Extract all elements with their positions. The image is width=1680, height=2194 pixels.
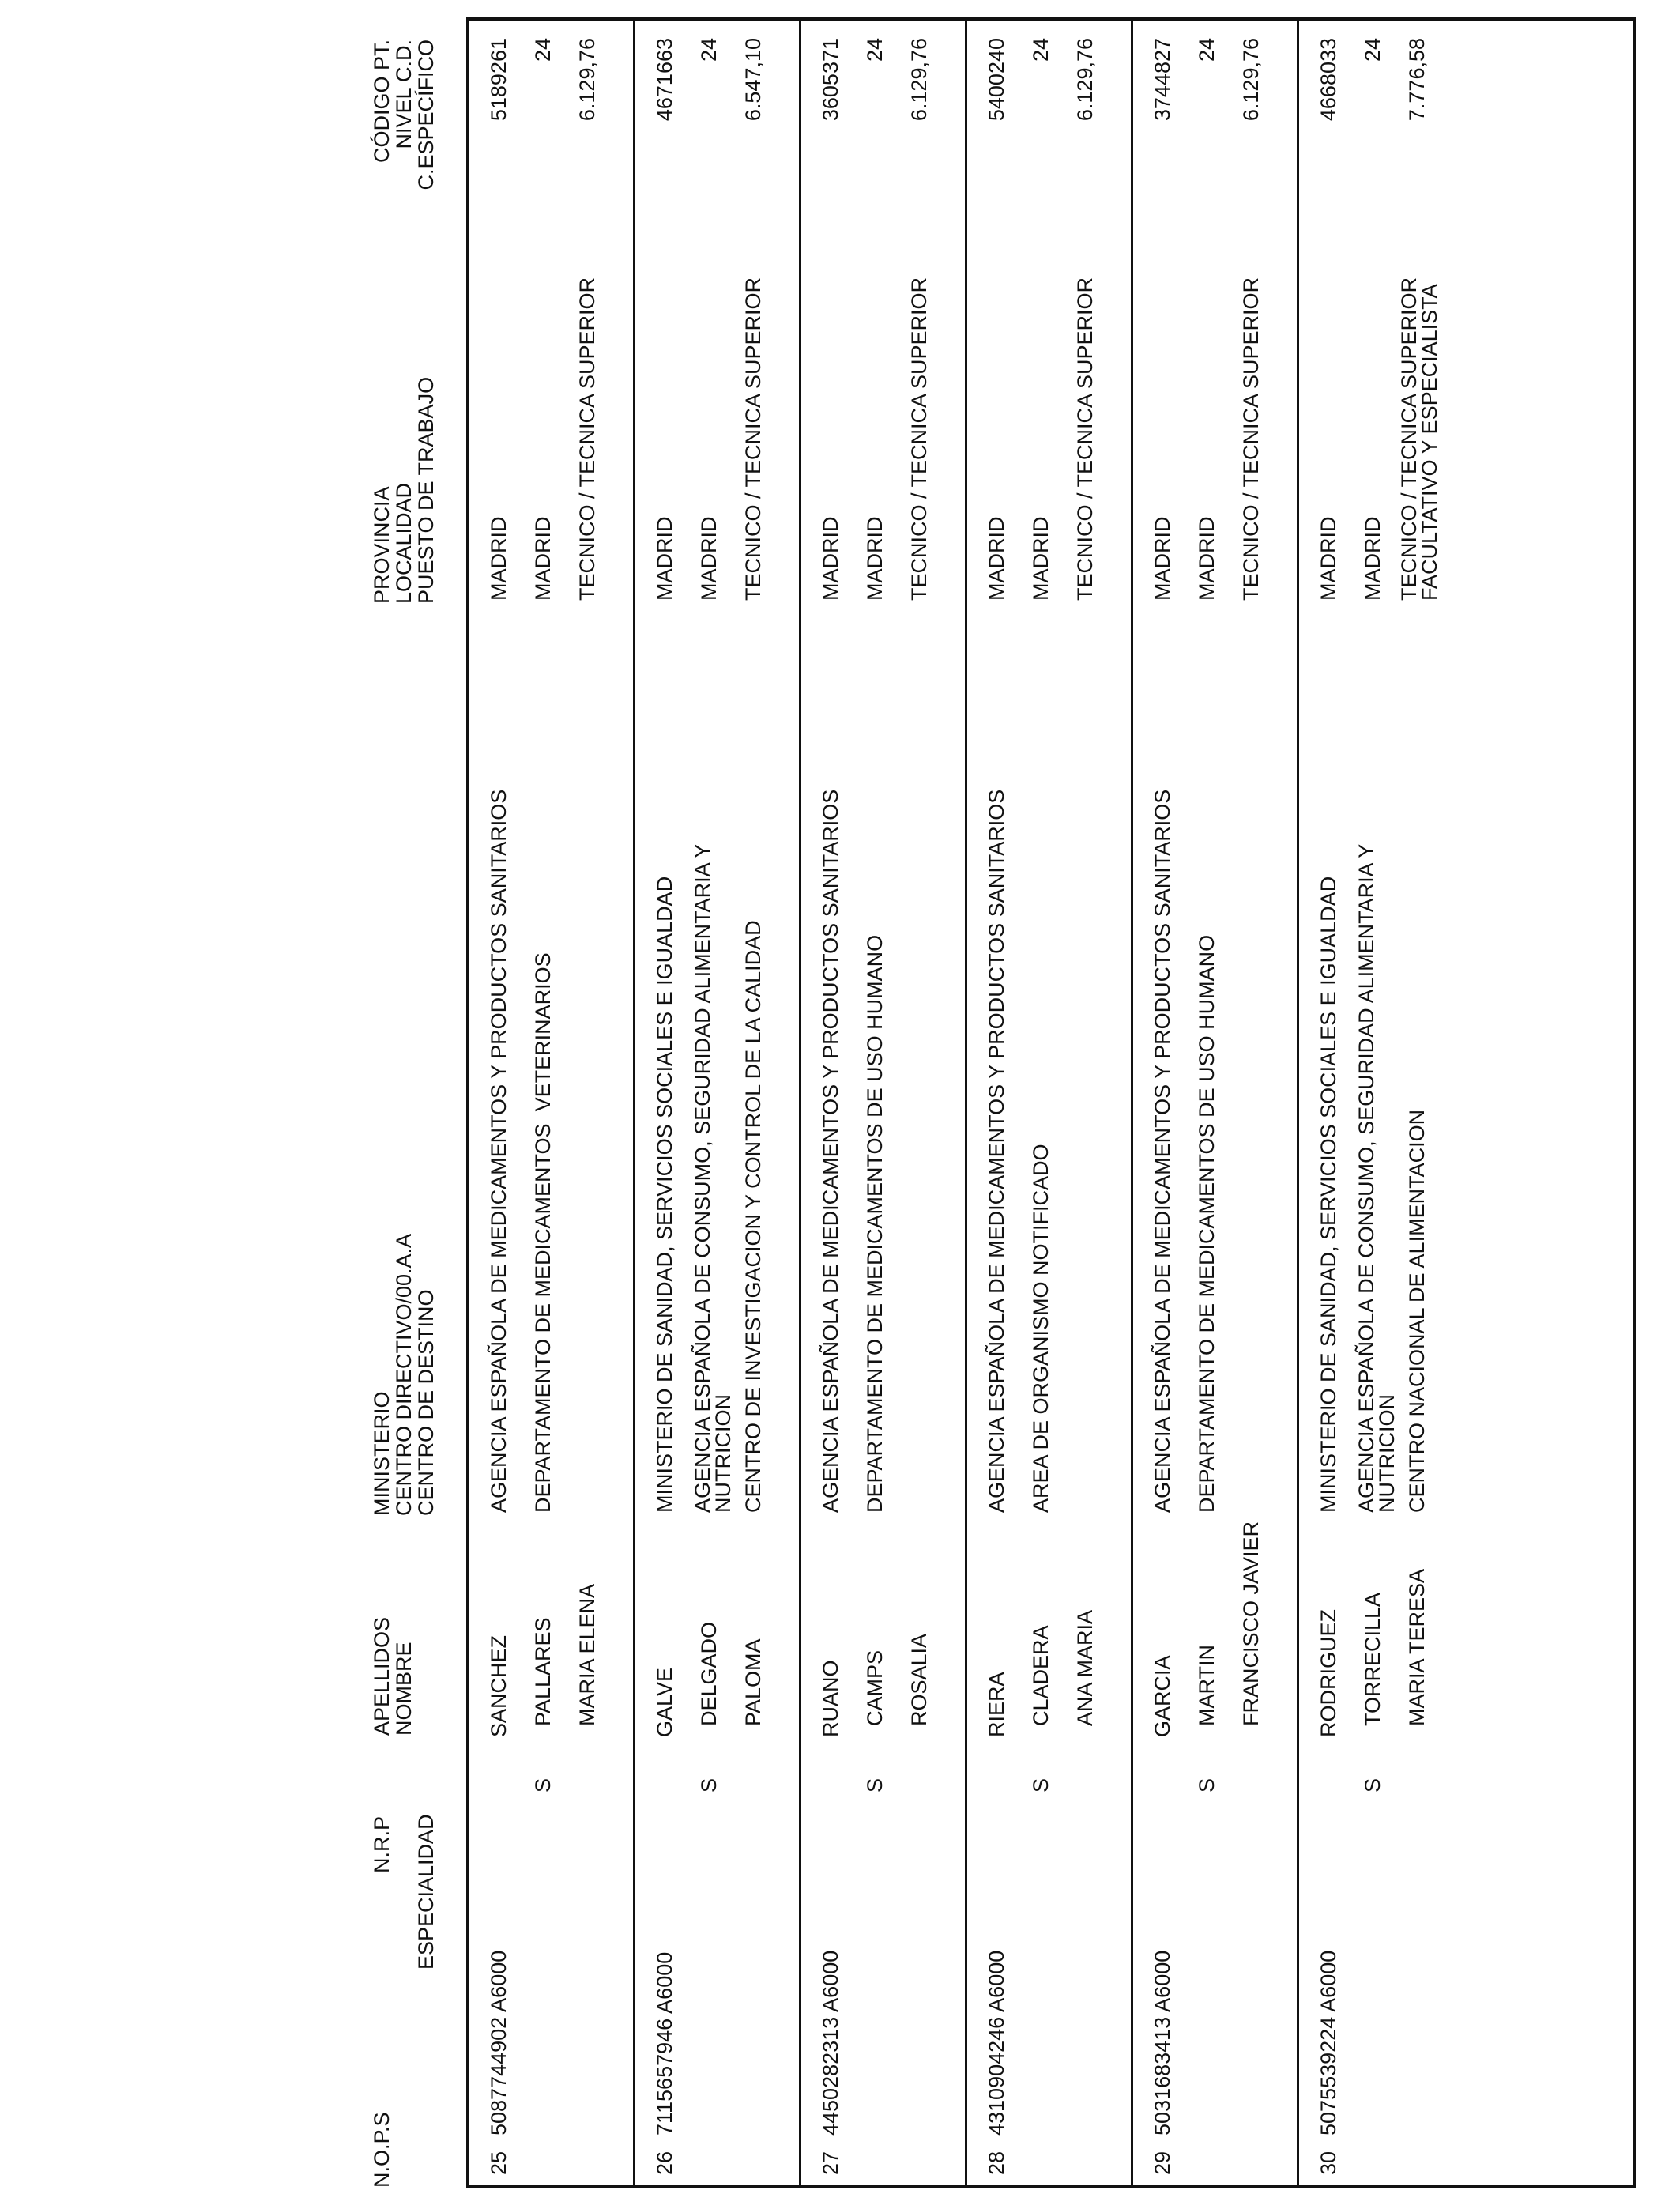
- table-header: [0, 0, 466, 2194]
- row-provincia: MADRID: [1151, 516, 1174, 601]
- row-nombre: FRANCISCO JAVIER: [1239, 1521, 1263, 1726]
- row-codigo: 5400240: [985, 38, 1008, 122]
- row-especialidad: S: [863, 1777, 887, 1793]
- row-nivel: 24: [1029, 38, 1053, 62]
- row-apellido1: SANCHEZ: [487, 1634, 510, 1737]
- row-nombre: PALOMA: [741, 1638, 765, 1726]
- row-apellido1: RODRIGUEZ: [1317, 1609, 1340, 1737]
- table-body: [466, 17, 1636, 2188]
- row-puesto: TECNICO / TECNICA SUPERIOR: [1397, 277, 1421, 601]
- row-especialidad: S: [1361, 1777, 1384, 1793]
- row-provincia: MADRID: [487, 516, 510, 601]
- row-apellido2: TORRECILLA: [1361, 1592, 1384, 1726]
- row-centro-directivo: AGENCIA ESPAÑOLA DE CONSUMO, SEGURIDAD ALIMENTARIA Y: [691, 843, 714, 1513]
- row-puesto: TECNICO / TECNICA SUPERIOR: [741, 277, 765, 601]
- table-row: [1299, 21, 1463, 2185]
- header-ministerio: MINISTERIO: [370, 1391, 394, 1516]
- row-apellido1: GARCIA: [1151, 1655, 1174, 1737]
- row-provincia: MADRID: [819, 516, 842, 601]
- row-nrp: 7115657946 A6000: [653, 1951, 676, 2136]
- row-provincia: MADRID: [985, 516, 1008, 601]
- header-localidad: LOCALIDAD: [392, 482, 416, 604]
- table-row: [1133, 21, 1297, 2185]
- row-nops: 30: [1317, 2151, 1340, 2175]
- row-centro-directivo: AGENCIA ESPAÑOLA DE CONSUMO, SEGURIDAD ALIMENTARIA Y: [1354, 843, 1378, 1513]
- row-localidad: MADRID: [531, 516, 555, 601]
- header-provincia: PROVINCIA: [370, 486, 394, 604]
- row-apellido1: RUANO: [819, 1660, 842, 1737]
- row-apellido1: GALVE: [653, 1667, 676, 1737]
- header-apellidos: APELLIDOS: [370, 1616, 394, 1736]
- row-especifico: 7.776,58: [1405, 38, 1429, 122]
- table-row: [469, 21, 633, 2185]
- table-row: [801, 21, 965, 2185]
- row-localidad: MADRID: [1029, 516, 1053, 601]
- row-ministerio: AGENCIA ESPAÑOLA DE MEDICAMENTOS Y PRODUCTOS SANITARIOS: [985, 789, 1008, 1513]
- row-puesto: TECNICO / TECNICA SUPERIOR: [1073, 277, 1097, 601]
- row-especifico: 6.129,76: [1239, 38, 1263, 122]
- header-nombre: NOMBRE: [392, 1642, 416, 1736]
- row-localidad: MADRID: [697, 516, 721, 601]
- row-apellido1: RIERA: [985, 1672, 1008, 1737]
- row-nombre: ROSALIA: [907, 1633, 931, 1726]
- row-especifico: 6.129,76: [907, 38, 931, 122]
- row-centro-directivo: DEPARTAMENTO DE MEDICAMENTOS VETERINARIOS: [531, 952, 555, 1513]
- row-puesto: TECNICO / TECNICA SUPERIOR: [1239, 277, 1263, 601]
- row-centro-directivo: DEPARTAMENTO DE MEDICAMENTOS DE USO HUMANO: [1195, 934, 1219, 1513]
- row-nrp: 5087744902 A6000: [487, 1950, 510, 2136]
- row-codigo: 3605371: [819, 38, 842, 122]
- row-apellido2: PALLARES: [531, 1617, 555, 1726]
- header-centro-directivo: CENTRO DIRECTIVO/00.A.A: [392, 1233, 416, 1516]
- row-ministerio: MINISTERIO DE SANIDAD, SERVICIOS SOCIALES E IGUALDAD: [653, 876, 676, 1513]
- row-nops: 29: [1151, 2151, 1174, 2175]
- row-nops: 27: [819, 2151, 842, 2175]
- header-especialidad: ESPECIALIDAD: [414, 1814, 438, 1970]
- header-centro-destino: CENTRO DE DESTINO: [414, 1289, 438, 1516]
- row-codigo: 3744827: [1151, 38, 1174, 122]
- row-nrp: 4450282313 A6000: [819, 1950, 842, 2136]
- row-nivel: 24: [1361, 38, 1384, 62]
- row-centro-directivo: DEPARTAMENTO DE MEDICAMENTOS DE USO HUMANO: [863, 934, 887, 1513]
- row-centro-directivo-cont: NUTRICION: [1375, 1394, 1399, 1513]
- row-especialidad: S: [697, 1777, 721, 1793]
- row-codigo: 5189261: [487, 38, 510, 122]
- row-localidad: MADRID: [863, 516, 887, 601]
- header-codigo: CÓDIGO PT.: [370, 40, 394, 164]
- header-puesto: PUESTO DE TRABAJO: [414, 376, 438, 604]
- row-nombre: MARIA ELENA: [575, 1583, 599, 1726]
- row-provincia: MADRID: [653, 516, 676, 601]
- header-nivel: NIVEL C.D.: [392, 40, 416, 149]
- row-ministerio: AGENCIA ESPAÑOLA DE MEDICAMENTOS Y PRODUCTOS SANITARIOS: [819, 789, 842, 1513]
- row-centro-destino: CENTRO NACIONAL DE ALIMENTACION: [1405, 1109, 1429, 1513]
- row-especifico: 6.129,76: [575, 38, 599, 122]
- row-nops: 25: [487, 2151, 510, 2175]
- row-especialidad: S: [531, 1777, 555, 1793]
- row-ministerio: MINISTERIO DE SANIDAD, SERVICIOS SOCIALES E IGUALDAD: [1317, 876, 1340, 1513]
- row-centro-destino: CENTRO DE INVESTIGACION Y CONTROL DE LA CALIDAD: [741, 920, 765, 1513]
- table-row: [967, 21, 1131, 2185]
- header-especifico: C.ESPECÍFICO: [414, 40, 438, 190]
- row-ministerio: AGENCIA ESPAÑOLA DE MEDICAMENTOS Y PRODUCTOS SANITARIOS: [1151, 789, 1174, 1513]
- row-nivel: 24: [697, 38, 721, 62]
- row-nivel: 24: [863, 38, 887, 62]
- row-especialidad: S: [1029, 1777, 1053, 1793]
- row-nivel: 24: [531, 38, 555, 62]
- row-centro-directivo: AREA DE ORGANISMO NOTIFICADO: [1029, 1144, 1053, 1513]
- row-localidad: MADRID: [1361, 516, 1384, 601]
- row-apellido2: DELGADO: [697, 1621, 721, 1726]
- row-puesto: TECNICO / TECNICA SUPERIOR: [907, 277, 931, 601]
- row-nombre: ANA MARIA: [1073, 1609, 1097, 1726]
- row-codigo: 4668033: [1317, 38, 1340, 122]
- row-codigo: 4671663: [653, 38, 676, 122]
- row-nops: 26: [653, 2151, 676, 2175]
- row-localidad: MADRID: [1195, 516, 1219, 601]
- row-provincia: MADRID: [1317, 516, 1340, 601]
- row-apellido2: MARTIN: [1195, 1644, 1219, 1726]
- row-centro-directivo-cont: NUTRICION: [711, 1394, 735, 1513]
- row-apellido2: CAMPS: [863, 1649, 887, 1726]
- row-puesto-cont: FACULTATIVO Y ESPECIALISTA: [1418, 284, 1441, 601]
- row-apellido2: CLADERA: [1029, 1625, 1053, 1726]
- header-nrp: N.R.P: [370, 1815, 394, 1873]
- row-nombre: MARIA TERESA: [1405, 1568, 1429, 1726]
- row-nops: 28: [985, 2151, 1008, 2175]
- row-especifico: 6.129,76: [1073, 38, 1097, 122]
- table-row: [635, 21, 799, 2185]
- row-especialidad: S: [1195, 1777, 1219, 1793]
- header-nops: N.O.P.S: [370, 2112, 394, 2188]
- row-nrp: 5075539224 A6000: [1317, 1950, 1340, 2136]
- row-especifico: 6.547,10: [741, 38, 765, 122]
- row-puesto: TECNICO / TECNICA SUPERIOR: [575, 277, 599, 601]
- row-nrp: 5031683413 A6000: [1151, 1950, 1174, 2136]
- row-nrp: 4310904246 A6000: [985, 1950, 1008, 2136]
- row-nivel: 24: [1195, 38, 1219, 62]
- row-ministerio: AGENCIA ESPAÑOLA DE MEDICAMENTOS Y PRODUCTOS SANITARIOS: [487, 789, 510, 1513]
